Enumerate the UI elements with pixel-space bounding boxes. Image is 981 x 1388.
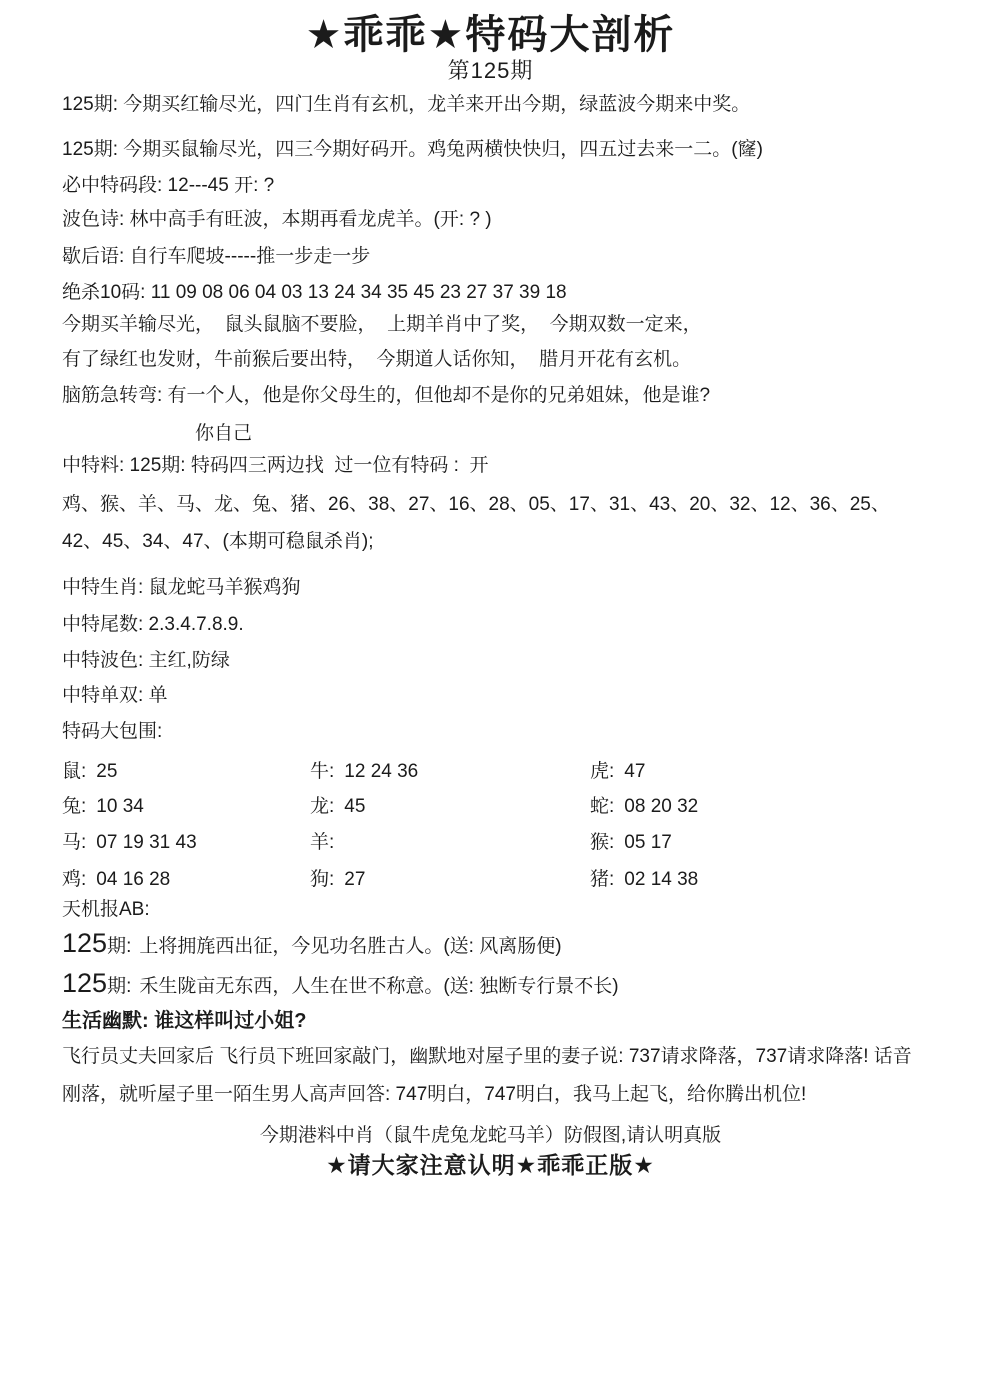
baowei-cell-rat [62,756,117,783]
zodiac-label: 羊: [310,832,335,853]
tianji-report-line: 天机报AB: [62,899,150,920]
verse-line-2: 有了绿红也发财，牛前猴后要出特， 今期道人话你知， 腊月开花有玄机。 [62,349,692,370]
wave-color-poem-line: 波色诗: 林中高手有旺波，本期再看龙虎羊。(开: ? ) [62,209,492,230]
zodiac-numbers: 05 17 [624,832,672,853]
baowei-cell-pig [590,864,698,891]
baowei-cell-rabbit [62,791,144,818]
zodiac-label: 狗: [310,869,335,890]
zodiac-label: 猪: [590,869,615,890]
baowei-cell-snake [590,791,698,818]
baowei-cell-tiger [590,756,645,783]
zodiac-label: 蛇: [590,796,615,817]
baowei-cell-ox [310,756,418,783]
prediction-line-rat: 125期: 今期买鼠输尽光，四三今期好码开。鸡兔两横快快归，四五过去来一二。(窿) [62,139,763,160]
poem-1-issue-number: 125 [62,928,108,958]
xiehouyu-line: 歇后语: 自行车爬坡-----推一步走一步 [62,246,371,267]
riddle-question: 脑筋急转弯: 有一个人，他是你父母生的，但他却不是你的兄弟姐妹，他是谁? [62,385,711,406]
zodiac-numbers: 47 [624,761,646,782]
zhongte-zodiac-line: 中特生肖: 鼠龙蛇马羊猴鸡狗 [62,577,301,598]
footer-brand: ★请大家注意认明★乖乖正版★ [326,1152,655,1178]
zodiac-numbers: 04 16 28 [96,869,171,890]
poem-line-1 [62,930,562,958]
zodiac-numbers: 25 [96,761,118,782]
kill-10-codes-line: 绝杀10码: 11 09 08 06 04 03 13 24 34 35 45 23 27 37 39 18 [62,282,567,303]
zhongte-list-line-1: 鸡、猴、羊、马、龙、兔、猪、26、38、27、16、28、05、17、31、43、20、32、12、36、25、 [62,494,890,515]
baowei-cell-goat [310,827,344,854]
baowei-cell-horse [62,827,197,854]
zodiac-label: 龙: [310,796,335,817]
zodiac-numbers: 08 20 32 [624,796,699,817]
poem-line-2 [62,970,619,998]
verse-line-1: 今期买羊输尽光， 鼠头鼠脑不要脸， 上期羊肖中了奖， 今期双数一定来， [62,314,702,335]
poem-2-text: 禾生陇亩无东西，人生在世不称意。(送: 独断专行景不长) [139,976,619,997]
zodiac-numbers: 12 24 36 [344,761,419,782]
zodiac-label: 虎: [590,761,615,782]
poem-2-issue-number: 125 [62,968,108,998]
zhongte-material-line: 中特料: 125期: 特码四三两边找 过一位有特码 : 开 [62,455,489,476]
zodiac-numbers: 27 [344,869,366,890]
zodiac-label: 兔: [62,796,87,817]
zodiac-label: 牛: [310,761,335,782]
zodiac-label: 猴: [590,832,615,853]
riddle-answer: 你自己 [195,423,253,444]
zhongte-oddeven-line: 中特单双: 单 [62,685,168,706]
baowei-cell-dog [310,864,365,891]
zhongte-tail-line: 中特尾数: 2.3.4.7.8.9. [62,614,244,635]
baowei-cell-rooster [62,864,170,891]
zodiac-label: 鸡: [62,869,87,890]
baowei-heading: 特码大包围: [62,721,163,742]
zodiac-numbers: 07 19 31 43 [96,832,197,853]
humor-body-line-2: 刚落，就听屋子里一陌生男人高声回答: 747明白，747明白，我马上起飞，给你腾出机位! [62,1084,807,1105]
prediction-line-red: 125期: 今期买红输尽光，四门生肖有玄机，龙羊来开出今期，绿蓝波今期来中奖。 [62,94,751,115]
zodiac-numbers: 45 [344,796,366,817]
must-hit-segment-line: 必中特码段: 12---45 开: ? [62,175,275,196]
poem-2-issue-label: 期: [107,976,132,997]
page-title: ★乖乖★特码大剖析 [305,13,676,57]
poem-1-text: 上将拥旄西出征，今见功名胜古人。(送: 风离肠便) [139,936,562,957]
zhongte-wave-line: 中特波色: 主红,防绿 [62,650,230,671]
humor-body-line-1: 飞行员丈夫回家后 飞行员下班回家敲门，幽默地对屋子里的妻子说: 737请求降落，737请求降落! 话音 [62,1046,912,1067]
zodiac-numbers: 02 14 38 [624,869,699,890]
zhongte-list-line-2: 42、45、34、47、(本期可稳鼠杀肖); [62,531,374,552]
humor-heading: 生活幽默: 谁这样叫过小姐? [62,1010,307,1032]
footer-note: 今期港料中肖（鼠牛虎兔龙蛇马羊）防假图,请认明真版 [259,1125,722,1146]
baowei-cell-dragon [310,791,365,818]
zodiac-label: 鼠: [62,761,87,782]
issue-heading: 第125期 [447,58,534,83]
baowei-cell-monkey [590,827,672,854]
poem-1-issue-label: 期: [107,936,132,957]
zodiac-label: 马: [62,832,87,853]
zodiac-numbers: 10 34 [96,796,144,817]
